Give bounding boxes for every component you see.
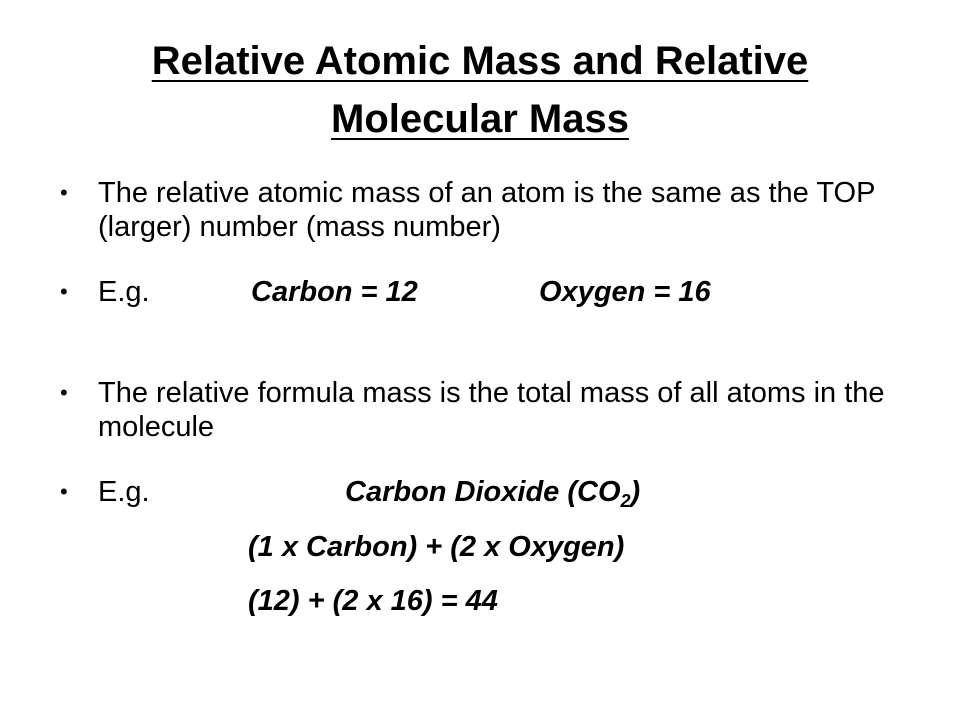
calculation-line-1 bbox=[60, 530, 920, 566]
bullet-item-atomic-mass bbox=[60, 176, 920, 246]
bullet-text-atomic-mass: The relative atomic mass of an atom is the same as the TOP (larger) number (mass number) bbox=[98, 177, 875, 243]
bullet-marker: • bbox=[60, 380, 68, 405]
title-line-2: Molecular Mass bbox=[331, 97, 629, 141]
compound-subscript: 2 bbox=[620, 491, 631, 511]
bullet-marker: • bbox=[60, 479, 68, 504]
calculation-line-2 bbox=[60, 584, 920, 620]
calculation-result: (12) + (2 x 16) = 44 bbox=[248, 585, 498, 617]
example-label: E.g. bbox=[98, 276, 150, 308]
calculation-expression: (1 x Carbon) + (2 x Oxygen) bbox=[248, 531, 625, 563]
bullet-text-formula-mass: The relative formula mass is the total mass of all atoms in the molecule bbox=[98, 377, 885, 443]
bullet-item-example-compound bbox=[60, 475, 920, 511]
bullet-item-example-elements bbox=[60, 275, 920, 311]
compound-suffix: ) bbox=[630, 476, 641, 508]
bullet-item-formula-mass bbox=[60, 376, 920, 446]
carbon-mass: Carbon = 12 bbox=[251, 276, 418, 308]
bullet-marker: • bbox=[60, 180, 68, 205]
oxygen-mass: Oxygen = 16 bbox=[539, 276, 711, 308]
slide-title bbox=[60, 32, 900, 148]
example-label: E.g. bbox=[98, 476, 150, 508]
compound-prefix: Carbon Dioxide (CO bbox=[345, 476, 621, 508]
compound-name bbox=[345, 475, 640, 518]
title-line-1: Relative Atomic Mass and Relative bbox=[151, 39, 809, 83]
bullet-marker: • bbox=[60, 279, 68, 304]
